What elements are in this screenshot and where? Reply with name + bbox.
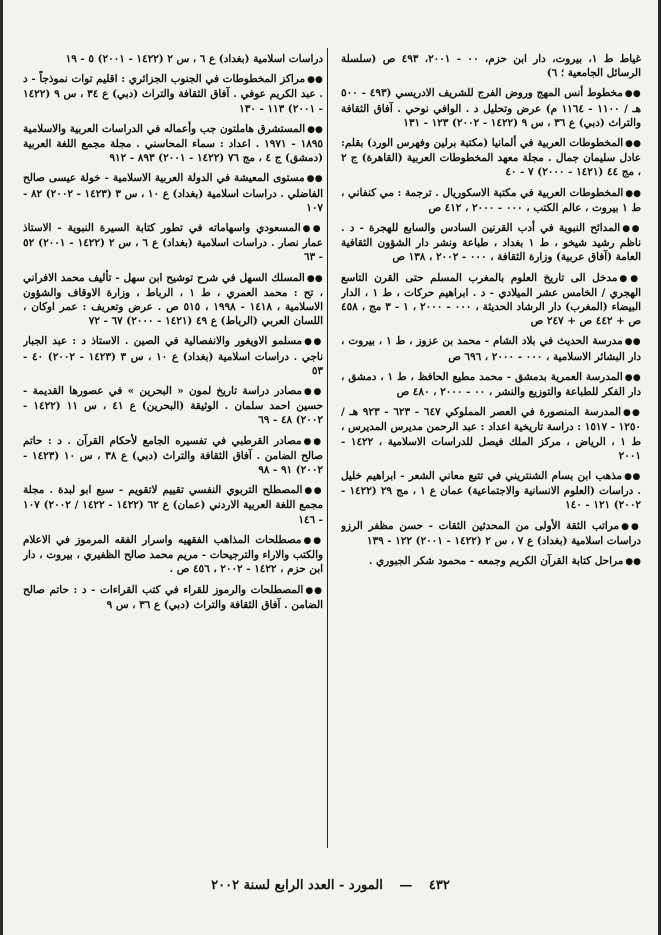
bullet-mark: ●● (625, 188, 641, 199)
entry-text: مصادر دراسة تاريخ لمون « البحرين » في عصورها القديمة - حسين احمد سلمان . الوثيقة (البحرين) ع ٤١ ، س ١١ (١٤٢٢ - ٢٠٠٢) ٤٨ - ٦٩ (23, 385, 323, 427)
bullet-mark: ●● (621, 521, 641, 532)
entry-text: دراسات اسلامية (بغداد) ع ٦ ، س ٢ (١٤٢٢ - ٢٠٠١) ٥ - ١٩ (65, 53, 323, 65)
entry-text: المستشرق هاملتون جب وأعماله في الدراسات العربية والاسلامية ١٨٩٥ - ١٩٧١ . اعداد : سماء المحاسني . مجلة مجمع اللغة العربية (دمشق) ج ٤ ، مج ٧٦ (١٤٢٢ - ٢٠٠١) ٨٩٣ - ٩١٢ (23, 122, 323, 165)
bullet-mark: ●● (623, 408, 641, 419)
bibliography-entry (23, 221, 323, 265)
bullet-mark: ●● (306, 273, 323, 284)
entry-text: مصطلحات المذاهب الفقهيه واسرار الفقه المرموز في الاعلام والكتب والاراء والترجيحات - مريم محمد صالح الظفيري ، بيروت ، دار ابن حزم ، ١٤٢٢ - ٢٠٠٢ ، ٤٥٦ ص . (23, 533, 323, 576)
entry-text: مصادر القرطبي في تفسيره الجامع لأحكام القرآن . د : حاتم صالح الضامن . آفاق الثقافة والتراث (دبي) ع ٣٨ ، س ١٠ (١٤٢٣ - ٢٠٠٢) ٩١ - ٩٨ (23, 434, 323, 477)
entry-text: مذهب ابن بسام الشنتريني في تتبع معاني الشعر - ابراهيم خليل . دراسات (العلوم الانسانية والاجتماعية) عمان ع ١ ، مج ٢٩ (١٤٢٢ - ٢٠٠٢) ١٢١ - ١٤٠ (341, 470, 641, 512)
bullet-mark: ●● (303, 436, 323, 447)
bibliography-entry (23, 171, 323, 215)
bullet-mark: ●● (624, 337, 641, 348)
entry-text: المدرسة المنصورة في العصر المملوكي ٦٤٧ - ٦٢٣ - ٩٢٣ هـ / ١٢٥٠ - ١٥١٧ : دراسة تاريخية اعداد : عبد الرحمن مديرس المديرس ، ط ١ ، الرياض ، مركز الملك فيصل للدراسات الاسلامية ، ١٤٢٢ - ٢٠٠١ (341, 406, 641, 462)
bullet-mark: ●● (303, 387, 323, 398)
bibliography-entry (341, 370, 641, 399)
entry-text: المسلك السهل في شرح توشيح ابن سهل - تأليف محمد الافراني ، تح : محمد العمري ، ط ١ ، الرباط ، وزارة الاوقاف والشؤون الاسلامية ، ١٤١٨ - ١٩٩٨ ، ٥١٥ ص . عرض وتعريف : عمر اوكان ، اللسان العربي (الرباط) ع ٤٩ (١٤٢١ - ٢٠٠٠) ٦٧ - ٧٢ (23, 271, 323, 328)
bibliography-entry (23, 483, 323, 527)
bibliography-entry (23, 72, 323, 116)
bibliography-entry (23, 271, 323, 329)
bibliography-entry (341, 334, 641, 363)
entry-text: مسلمو الاويغور والانفصالية في الصين . الاستاذ د : عبد الجبار ناجي . دراسات اسلامية (بغداد) ع ١٠ ، س ٣ (١٤٢٣ - ٢٠٠٢) ٤٠ - ٥٣ (23, 335, 323, 377)
page-footer (0, 878, 661, 893)
page-number: ٤٣٢ (428, 878, 450, 893)
bibliography-entry (341, 271, 641, 329)
entry-text: المخطوطات العربية في مكتبة الاسكوريال . ترجمة : مي كنفاني ، ط ١ بيروت ، عالم الكتب ، ٠٠٠ - ٢٠٠٠ ، ٤١٢ ص (341, 186, 641, 214)
entry-text: مراحل كتابة القرآن الكريم وجمعه - محمود شكر الجبوري . (368, 555, 624, 568)
entry-text: مدخل الى تاريخ العلوم بالمغرب المسلم حتى القرن التاسع الهجري / الخامس عشر الميلادي - د . ابراهيم حركات ، ط ١ ، الدار البيضاء (المغرب) دار الرشاد الحديثة ، ٠٠٠ - ٢٠٠٠ ، ١ - ٣ مج ، ٤٥٨ ص + ٤٤٢ ص + ٢٤٧ ص (341, 271, 641, 328)
entry-text: المدائح النبوية في أدب القرنين السادس والسابع للهجرة - د . ناظم رشيد شيخو ، ط ١ بغداد ، طباعة ونشر دار الشؤون الثقافية العامة (آفاق عربية) وزارة الثقافة ، ٠٠٠ - ٢٠٠٢ ، ١٣٨ ص (341, 222, 641, 264)
entry-text: مراكز المخطوطات في الجنوب الجزائري : اقليم توات نموذجاً - د . عبد الكريم عوفي . آفاق الثقافة والتراث (دبي) ع ٣٤ ، س ٩ (١٤٢٢ - ٢٠٠١) ١١٣ - ١٣٠ (23, 73, 323, 115)
bibliography-entry (341, 52, 641, 80)
bibliography-entry (341, 221, 641, 265)
bullet-mark: ●● (625, 557, 641, 568)
entry-text: مخطوط أنس المهج وروض الفرج للشريف الادريسي (٤٩٣ - ٥٠٠ هـ / ١١٠٠ - ١١٦٤ م) عرض وتحليل د . الوافي نوحي . آفاق الثقافة والتراث (دبي) ع ٣٦ ، س ٩ (١٤٢٢ - ٢٠٠٢) ١٢٣ - ١٣١ (341, 87, 641, 129)
entry-text: المصطلحات والرموز للقراء في كتب القراءات - د : حاتم صالح الضامن . آفاق الثقافة والتراث (دبي) ع ٣٦ ، س ٩ (23, 583, 323, 611)
bibliography-entry (23, 384, 323, 428)
footer-separator: — (399, 878, 413, 893)
bullet-mark: ●● (305, 585, 323, 596)
bibliography-entry (23, 533, 323, 577)
bibliography-entry (23, 434, 323, 478)
entry-text: المصطلح التربوي النفسي تقييم لاتقويم - سبع ابو لبدة . مجلة مجمع اللغة العربية الاردني (عمان) ع ٦٢ (١٤٢٢ - ١٤٢٢ / ٢٠٠٢) ١٠٧ - ١٤٦ (23, 484, 323, 526)
bullet-mark: ●● (625, 139, 641, 150)
bibliography-entry (341, 86, 641, 130)
bibliography-entry (23, 52, 323, 66)
entry-text: مدرسة الحديث في بلاد الشام - محمد بن عزوز ، ط ١ ، بيروت ، دار البشائر الاسلامية ، ٠٠٠ - ٢٠٠٠ ، ٦٩٦ ص (341, 335, 641, 363)
bibliography-entry (23, 122, 323, 166)
entry-text: المدرسة العمرية بدمشق - محمد مطيع الحافظ ، ط ١ ، دمشق ، دار الفكر للطباعة والتوزيع والنشر ، ٠٠ - ٢٠٠٠ ، ٤٨٠ ص (341, 370, 641, 399)
bibliography-entry (341, 469, 641, 513)
scan-edge-left (0, 0, 3, 935)
bullet-mark: ●● (304, 486, 323, 497)
entry-text: مراتب الثقة الأولى من المحدثين الثقات - حسن مظفر الرزو دراسات اسلامية (بغداد) ع ٧ ، س ٢ (١٤٢٢ - ٢٠٠١) ١٢٢ - ١٣٩ (341, 519, 641, 547)
entry-text: المسعودي واسهاماته في تطور كتابة السيرة النبوية - الاستاذ عمار نصار . دراسات اسلامية (بغداد) ع ٦ ، س ٢ (١٤٢٢ - ٢٠٠١) ٥٢ - ٦٣ (23, 222, 323, 264)
bullet-mark: ●● (307, 75, 323, 86)
bibliography-entry (23, 334, 323, 378)
bullet-mark: ●● (624, 472, 641, 483)
bullet-mark: ●● (306, 174, 323, 185)
right-column (341, 52, 641, 842)
bullet-mark: ●● (302, 224, 323, 235)
bibliography-entry (341, 186, 641, 215)
bullet-mark: ●● (307, 124, 323, 135)
bibliography-entry (341, 554, 641, 569)
bibliography-entry (341, 519, 641, 548)
bullet-mark: ●● (622, 224, 641, 235)
entry-text: مستوى المعيشة في الدولة العربية الاسلامية - خولة عيسى صالح الفاضلي . دراسات اسلامية (بغداد) ع ١٠ ، س ٣ (١٤٢٣ - ٢٠٠٢) ٨٢ - ١٠٧ (23, 172, 323, 214)
bullet-mark: ●● (303, 535, 323, 546)
journal-title: المورد - العدد الرابع لسنة ٢٠٠٢ (211, 878, 383, 893)
entry-text: غياط ط ١، بيروت، دار ابن حزم، ٠٠ - ٢٠٠١، ٤٩٣ ص (سلسلة الرسائل الجامعية ؛ ٦) (341, 53, 641, 80)
bullet-mark: ●● (619, 273, 641, 284)
bullet-mark: ●● (304, 337, 323, 348)
bullet-mark: ●● (624, 372, 641, 383)
left-column (23, 52, 323, 842)
column-divider (327, 48, 328, 848)
bibliography-entry (341, 136, 641, 180)
bullet-mark: ●● (624, 89, 641, 100)
bibliography-entry (23, 583, 323, 612)
bibliography-entry (341, 405, 641, 463)
entry-text: المخطوطات العربية في ألمانيا (مكتبة برلين وفهرس الورد) بقلم: عادل سليمان جمال . مجلة معهد المخطوطات العربية (القاهرة) ج ٢ ، مج ٤٤ (١٤٢١ - ٢٠٠٠) ٧ - ٤٠ (341, 137, 641, 179)
